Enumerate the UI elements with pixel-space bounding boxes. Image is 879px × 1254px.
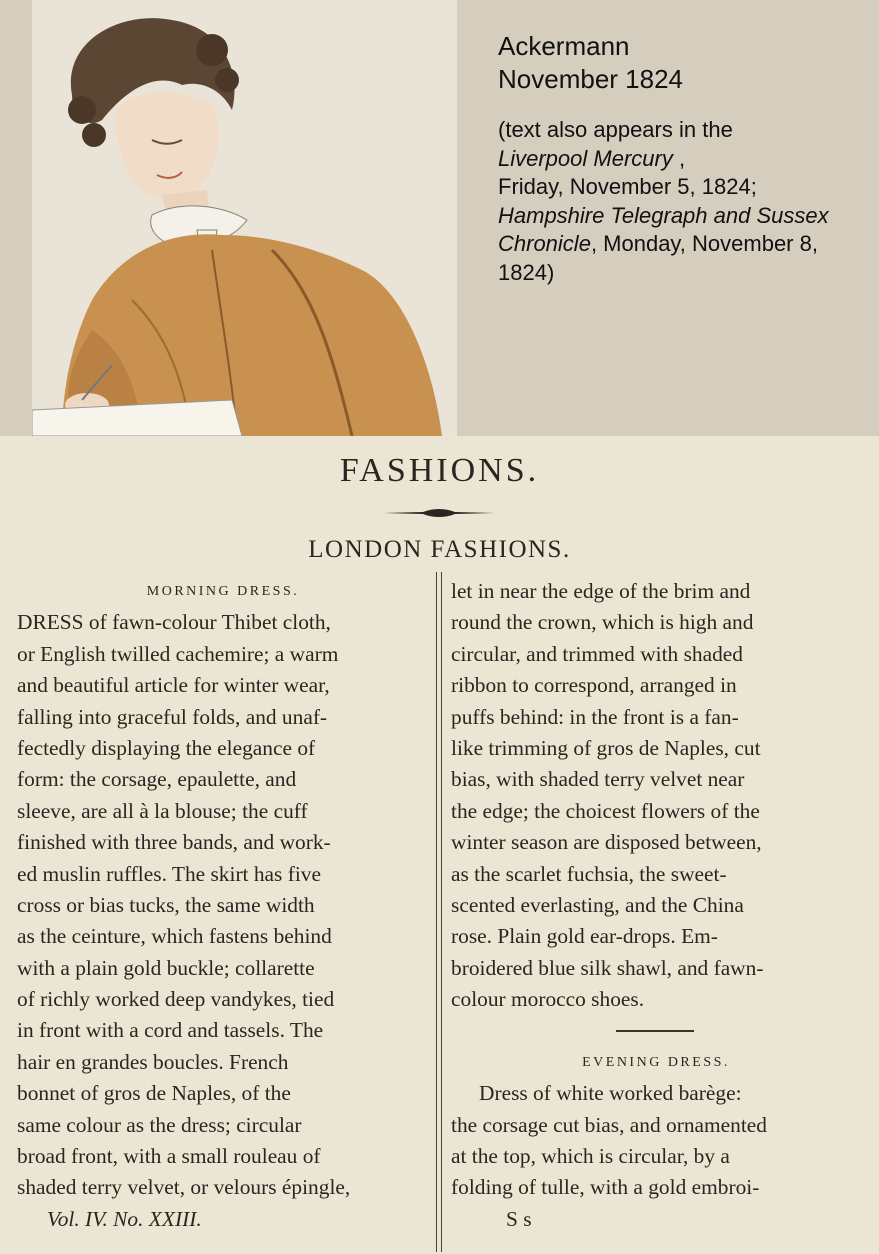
page-title: FASHIONS. (339, 452, 540, 489)
text-line: folding of tulle, with a gold embroi- (451, 1175, 760, 1200)
text-line: with a plain gold buckle; collarette (17, 955, 315, 980)
text-line: ribbon to correspond, arranged in (451, 673, 737, 698)
text-line: circular, and trimmed with shaded (451, 641, 743, 666)
text-line: broidered blue silk shawl, and fawn- (451, 955, 764, 980)
text-line: or English twilled cachemire; a warm (17, 641, 339, 666)
text-line: and beautiful article for winter wear, (17, 673, 330, 698)
text-line: Dress of white worked barège: (479, 1081, 742, 1106)
text-line: the corsage cut bias, and ornamented (451, 1112, 767, 1137)
note-open: (text also appears in the (498, 117, 733, 142)
text-line: let in near the edge of the brim and (451, 579, 751, 603)
header-region (0, 0, 879, 436)
caption-publication: Ackermann (498, 31, 630, 61)
date-hampshire-b: 1824) (498, 259, 555, 285)
text-line: the edge; the choicest flowers of the (451, 798, 760, 823)
section-title: LONDON FASHIONS. (308, 536, 571, 563)
text-line: shaded terry velvet, or velours épingle, (17, 1175, 351, 1200)
left-column (17, 576, 429, 1235)
text-line: like trimming of gros de Naples, cut (451, 735, 761, 760)
text-line: winter season are disposed between, (451, 830, 762, 855)
caption-date: November 1824 (498, 64, 683, 94)
paper1-rest: , (672, 145, 686, 171)
paper-liverpool: Liverpool Mercury (498, 145, 673, 171)
text-line: round the crown, which is high and (451, 610, 754, 635)
column-rule (436, 572, 437, 1252)
caption (498, 30, 868, 287)
text-line: bias, with shaded terry velvet near (451, 767, 745, 792)
text-line: colour morocco shoes. (451, 987, 645, 1012)
signature-mark: S s (506, 1206, 532, 1231)
woman-writing-illustration (32, 0, 457, 436)
caption-note (498, 116, 868, 287)
volume-footer: Vol. IV. No. XXIII. (47, 1206, 202, 1231)
date-hampshire-a: , Monday, November 8, (590, 231, 818, 256)
text-line: in front with a cord and tassels. The (17, 1018, 324, 1043)
text-line: same colour as the dress; circular (17, 1112, 302, 1137)
text-line: ed muslin ruffles. The skirt has five (17, 861, 321, 886)
text-line: falling into graceful folds, and unaf- (17, 704, 328, 729)
date-liverpool: Friday, November 5, 1824; (498, 174, 757, 199)
text-line: fectedly displaying the elegance of (17, 735, 316, 760)
text-line: bonnet of gros de Naples, of the (17, 1081, 291, 1106)
text-line: sleeve, are all à la blouse; the cuff (17, 798, 308, 823)
ornament-rule (383, 508, 495, 518)
paper-hampshire-b: Chronicle (498, 231, 591, 256)
text-line: at the top, which is circular, by a (451, 1144, 730, 1169)
text-line: finished with three bands, and work- (17, 830, 331, 855)
text-line: scented everlasting, and the China (451, 892, 744, 917)
right-column (451, 576, 861, 1235)
text-line: hair en grandes boucles. French (17, 1049, 289, 1074)
text-line: as the ceinture, which fastens behind (17, 924, 332, 949)
text-line: puffs behind: in the front is a fan- (451, 704, 739, 729)
text-line: cross or bias tucks, the same width (17, 892, 315, 917)
column-rule-2 (441, 572, 442, 1252)
text-line: form: the corsage, epaulette, and (17, 767, 297, 792)
subhead-morning-dress: MORNING DRESS. (146, 584, 300, 599)
section-divider (451, 1015, 861, 1046)
text-line: broad front, with a small rouleau of (17, 1144, 321, 1169)
text-line: DRESS of fawn-colour Thibet cloth, (17, 610, 331, 635)
subhead-evening-dress: EVENING DRESS. (582, 1054, 730, 1070)
text-line: rose. Plain gold ear-drops. Em- (451, 924, 718, 949)
portrait-illustration (32, 0, 457, 436)
text-line: as the scarlet fuchsia, the sweet- (451, 861, 727, 886)
scanned-page (0, 436, 879, 1254)
paper-hampshire-a: Hampshire Telegraph and Sussex (498, 202, 829, 228)
text-line: of richly worked deep vandykes, tied (17, 987, 335, 1012)
